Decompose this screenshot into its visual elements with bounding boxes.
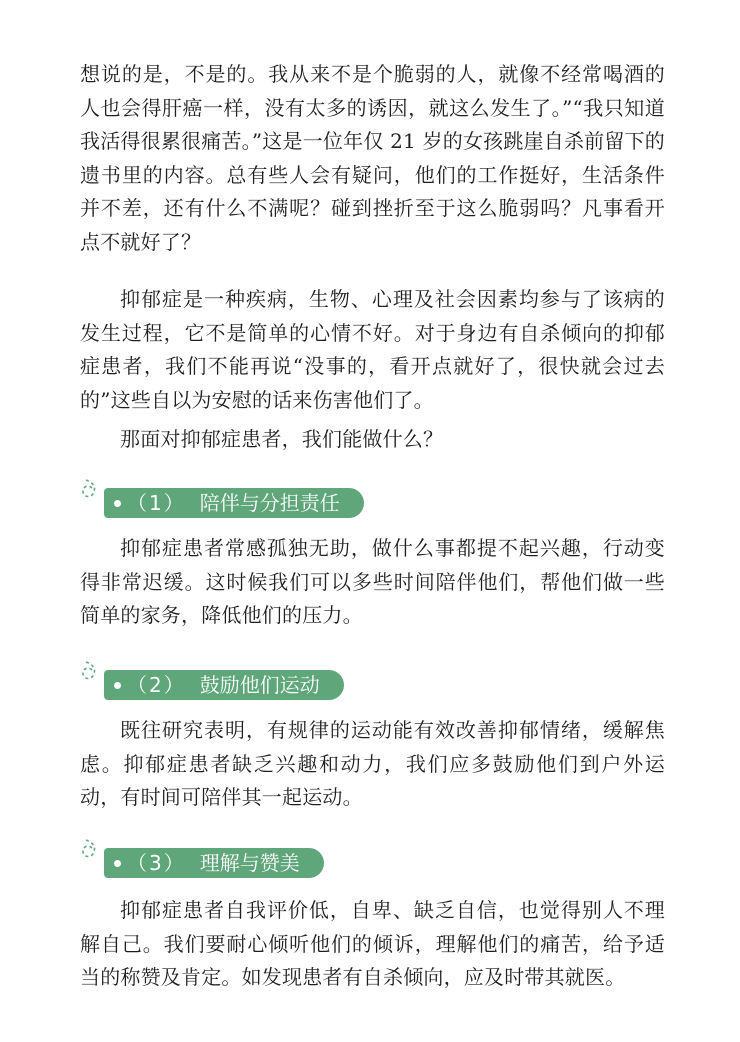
- section-title: 陪伴与分担责任: [199, 491, 340, 515]
- paragraph-exercise: 既往研究表明，有规律的运动能有效改善抑郁情绪，缓解焦虑。抑郁症患者缺乏兴趣和动力，我们应多鼓励他们到户外运动，有时间可陪伴其一起运动。: [80, 718, 665, 810]
- bullet-dot-icon: [114, 500, 121, 507]
- paragraph-understanding: 抑郁症患者自我评价低，自卑、缺乏自信，也觉得别人不理解自己。我们要耐心倾听他们的倾诉，理解他们的痛苦，给予适当的称赞及肯定。如发现患者有自杀倾向，应及时带其就医。: [80, 898, 665, 990]
- section-heading-pill: [104, 488, 364, 518]
- section-heading-3: [80, 836, 400, 880]
- section-heading-pill: [104, 848, 324, 878]
- section-heading-2: [80, 658, 400, 702]
- section-number: （3）: [127, 851, 186, 875]
- section-heading-pill: [104, 670, 344, 700]
- section-title: 鼓励他们运动: [199, 673, 320, 697]
- paragraph-quote-continuation: 想说的是，不是的。我从来不是个脆弱的人，就像不经常喝酒的人也会得肝癌一样，没有太多的诱因，就这么发生了。”“我只知道我活得很累很痛苦。”这是一位年仅 21 岁的女孩跳崖自杀前留下的遗书里的内容。总有些人会有疑问，他们的工作挺好，生活条件并不差，还有什么不满呢？碰到挫折至于这么脆弱吗？凡事看开点不就好了？: [80, 62, 665, 254]
- section-heading-1: [80, 476, 400, 520]
- section-title: 理解与赞美: [199, 851, 300, 875]
- bullet-dot-icon: [114, 682, 121, 689]
- bullet-dot-icon: [114, 860, 121, 867]
- paragraph-question: 那面对抑郁症患者，我们能做什么？: [120, 427, 444, 451]
- section-number: （2）: [127, 673, 186, 697]
- paragraph-depression-definition: 抑郁症是一种疾病，生物、心理及社会因素均参与了该病的发生过程，它不是简单的心情不好。对于身边有自杀倾向的抑郁症患者，我们不能再说“没事的，看开点就好了，很快就会过去的”这些自以为安慰的话来伤害他们了。: [80, 287, 665, 412]
- section-number: （1）: [127, 491, 186, 515]
- paragraph-companionship: 抑郁症患者常感孤独无助，做什么事都提不起兴趣，行动变得非常迟缓。这时候我们可以多些时间陪伴他们，帮他们做一些简单的家务，降低他们的压力。: [80, 536, 665, 628]
